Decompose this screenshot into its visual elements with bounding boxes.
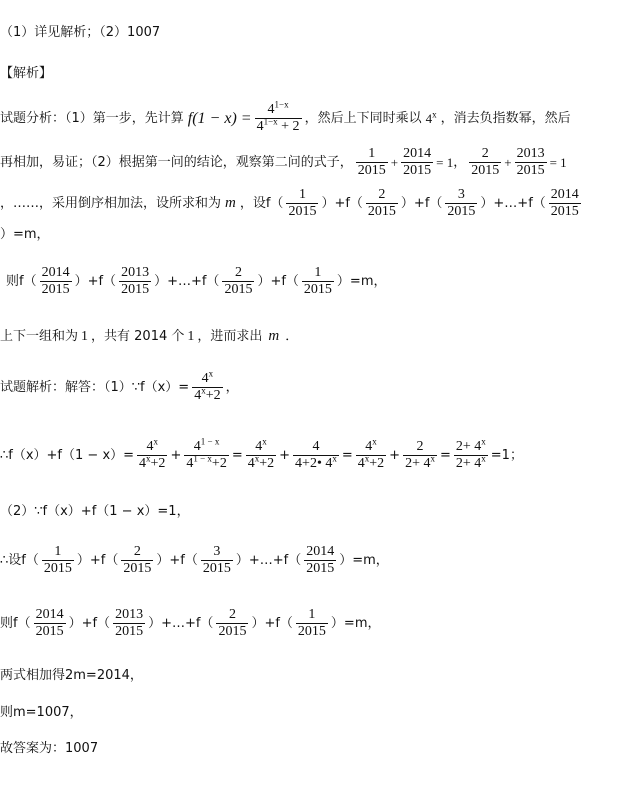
fraction: $\frac{1}{2015}$ — [297, 607, 326, 639]
text-fragment: ）+f（ — [68, 616, 111, 631]
fraction: $\frac{1}{2015}$ — [43, 544, 72, 576]
text-fragment: ）=m， — [339, 553, 389, 568]
solution-line-5 — [0, 608, 380, 639]
fraction: $\frac{2}{2015}$ — [471, 146, 500, 178]
text-fragment: ）+f（ — [400, 196, 443, 211]
text-fragment: ）+f（ — [251, 616, 293, 631]
text-fragment: 则f（ — [0, 616, 31, 631]
fraction: $\frac{2014}{2015}$ — [550, 187, 579, 219]
final-answer-line — [0, 742, 98, 755]
plus-sign: + — [389, 448, 401, 463]
text-fragment: 则m=1007， — [0, 705, 83, 720]
fraction: $\frac{2013}{2015}$ — [516, 146, 545, 178]
plus-sign: + — [390, 155, 399, 170]
solution-line-1 — [0, 368, 239, 403]
analysis-text-a3: ，消去负指数幂，然后 — [440, 111, 571, 126]
fraction: $\frac{2}{2015}$ — [123, 544, 152, 576]
text-fragment: =1； — [490, 448, 523, 463]
fraction: $\frac{3}{2015}$ — [447, 187, 476, 219]
equals-one: = 1 — [436, 155, 454, 170]
text-fragment: ）+…+f（ — [154, 274, 220, 289]
analysis-text-c2: ，设f（ — [239, 196, 284, 211]
section-tag — [0, 67, 52, 80]
analysis-text-c1: ，……，采用倒序相加法，设所求和为 — [0, 196, 222, 211]
var-m: m — [268, 328, 280, 344]
fraction: $\frac{2}{2015}$ — [367, 187, 396, 219]
fraction: $\frac{4^x}{4^x+2}$ — [357, 436, 385, 471]
fraction: $\frac{4}{4+2• 4^x}$ — [295, 439, 337, 471]
value-one: 1 — [187, 328, 195, 344]
text-fragment: ， — [225, 380, 239, 395]
f-expression: f(1 − x) = — [187, 109, 252, 127]
fraction: $\frac{4^{1 - x}}{4^{1 - x}+2}$ — [186, 436, 227, 471]
var-m: m — [225, 195, 236, 211]
plus-sign: + — [279, 448, 291, 463]
analysis-text-a1: 试题分析：（1）第一步，先计算 — [0, 111, 184, 126]
text-fragment: ）=m， — [330, 616, 381, 631]
fraction: $\frac{1}{2015}$ — [288, 187, 317, 219]
solution-line-6 — [0, 669, 143, 682]
fraction: $\frac{2013}{2015}$ — [115, 607, 144, 639]
text-fragment: ）+f（ — [257, 274, 299, 289]
equals-sign: = — [231, 448, 243, 463]
text-fragment: ）=m， — [336, 274, 387, 289]
text-fragment: ∴f（x）+f（1 − x）= — [0, 448, 135, 463]
fraction: $\frac{2014}{2015}$ — [41, 265, 70, 297]
text-fragment: ）+…+f（ — [480, 196, 546, 211]
fraction-4-power: $\frac{4^{1-x}}{4^{1-x} + 2}$ — [256, 99, 300, 134]
text-fragment: 上下一组和为 — [0, 329, 79, 344]
fraction: $\frac{2014}{2015}$ — [35, 607, 64, 639]
equals-sign: = — [341, 448, 353, 463]
solution-line-7 — [0, 706, 83, 719]
text-fragment: ，进而求出 — [197, 329, 263, 344]
fraction: $\frac{2014}{2015}$ — [306, 544, 335, 576]
fraction: $\frac{2}{2015}$ — [224, 265, 253, 297]
fraction: $\frac{2}{2015}$ — [218, 607, 247, 639]
analysis-text-a2: ，然后上下同时乘以 — [304, 111, 422, 126]
text-fragment: ∴设f（ — [0, 553, 39, 568]
text-fragment: ）+f（ — [156, 553, 198, 568]
value-one: 1 — [81, 328, 89, 344]
fraction: $\frac{2}{2+ 4^x}$ — [405, 439, 435, 471]
text-fragment: ）+f（ — [74, 274, 117, 289]
solution-line-4 — [0, 545, 389, 576]
equals-one: = 1 — [549, 155, 567, 170]
text-fragment: 两式相加得2m=2014， — [0, 668, 143, 683]
fraction: $\frac{2+ 4^x}{2+ 4^x}$ — [455, 436, 486, 471]
analysis-line-4 — [0, 228, 50, 241]
answer-line — [0, 26, 160, 39]
analysis-text-d1: ）=m， — [0, 227, 50, 242]
text-fragment: ）+…+f（ — [148, 616, 214, 631]
power-4x: 4$^x$ — [425, 109, 437, 126]
text-fragment: ）+f（ — [321, 196, 363, 211]
text-fragment: ． — [285, 329, 299, 344]
fraction: $\frac{1}{2015}$ — [357, 146, 386, 178]
text-fragment: 则f（ — [6, 274, 37, 289]
section-tag-text: 【解析】 — [0, 66, 53, 81]
answer-text: （1）详见解析；（2）1007 — [0, 25, 161, 40]
separator: ， — [453, 155, 467, 170]
final-answer-text: 故答案为：1007 — [0, 741, 99, 756]
analysis-line-6 — [0, 329, 298, 344]
text-fragment: （2）∵f（x）+f（1 − x）=1， — [0, 504, 190, 519]
analysis-line-5 — [6, 266, 386, 297]
analysis-text-b1: 再相加，易证；（2）根据第一问的结论，观察第二问的式子， — [0, 155, 353, 170]
analysis-line-1 — [0, 99, 571, 134]
solution-line-3 — [0, 505, 190, 518]
analysis-line-3 — [0, 188, 584, 219]
text-fragment: ）+f（ — [76, 553, 119, 568]
fraction: $\frac{3}{2015}$ — [202, 544, 231, 576]
text-fragment: ，共有 2014 个 — [91, 329, 185, 344]
fraction: $\frac{2013}{2015}$ — [121, 265, 150, 297]
fraction: $\frac{1}{2015}$ — [303, 265, 332, 297]
text-fragment: 试题解析：解答：（1）∵f（x）= — [0, 380, 190, 395]
analysis-line-2 — [0, 147, 567, 178]
fraction: $\frac{2014}{2015}$ — [403, 146, 432, 178]
plus-sign: + — [504, 155, 512, 170]
plus-sign: + — [170, 448, 182, 463]
text-fragment: ）+…+f（ — [235, 553, 302, 568]
solution-line-2 — [0, 436, 523, 471]
fraction: $\frac{4^x}{4^x+2}$ — [247, 436, 275, 471]
equals-sign: = — [439, 448, 451, 463]
fraction: $\frac{4^x}{4^x+2}$ — [139, 436, 166, 471]
fraction: $\frac{4^x}{4^x+2}$ — [194, 368, 221, 403]
